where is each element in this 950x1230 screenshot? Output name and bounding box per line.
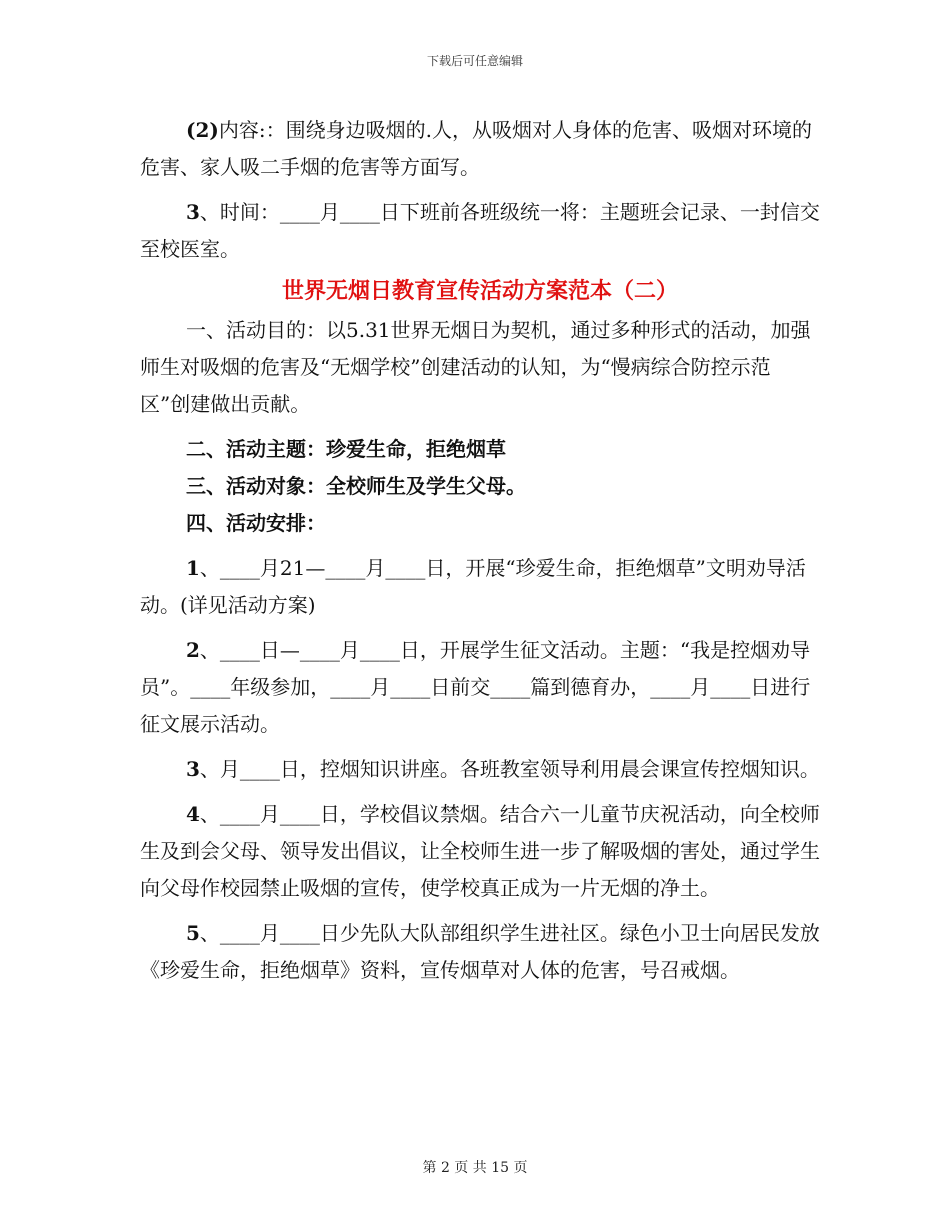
paragraph-target: 三、活动对象：全校师生及学生父母。: [186, 474, 526, 498]
item-number: 1: [186, 556, 200, 580]
page-footer: 第 2 页 共 15 页: [422, 1160, 528, 1176]
list-item-text: 、____月____日，学校倡议禁烟。结合六一儿童节庆祝活动，向全校师生及到会父母、领导发出倡议，让全校师生进一步了解吸烟的害处，通过学生向父母作校园禁止吸烟的宣传，使学校真正成为一片无烟的净土。: [140, 802, 820, 900]
list-item-text: 、____日—____月____日，开展学生征文活动。主题：“我是控烟劝导员”。____年级参加，____月____日前交____篇到德育办，____月____日进行征文展示活动。: [140, 638, 811, 736]
section-title: 世界无烟日教育宣传活动方案范本（二）: [281, 278, 678, 304]
paragraph-content: [140, 112, 820, 186]
item-number: 2: [186, 638, 200, 662]
list-item: [140, 751, 820, 788]
paragraph-theme: 二、活动主题：珍爱生命，拒绝烟草: [186, 437, 506, 461]
item-number: (2): [186, 118, 219, 142]
list-item: [140, 632, 820, 743]
item-number: 3: [186, 757, 200, 781]
paragraph-time: [140, 194, 820, 268]
list-item-text: 、____月21—____月____日，开展“珍爱生命，拒绝烟草”文明劝导活动。(详见活动方案): [140, 556, 806, 617]
paragraph-text: 内容:：围绕身边吸烟的.人，从吸烟对人身体的危害、吸烟对环境的危害、家人吸二手烟的危害等方面写。: [140, 118, 812, 179]
item-number: 3: [186, 200, 200, 224]
list-item: [140, 550, 820, 624]
item-number: 4: [186, 802, 200, 826]
paragraph-goal: 一、活动目的：以5.31世界无烟日为契机，通过多种形式的活动，加强师生对吸烟的危害及“无烟学校”创建活动的认知，为“慢病综合防控示范区”创建做出贡献。: [140, 318, 811, 416]
list-item: [140, 915, 820, 989]
paragraph-text: 、时间：____月____日下班前各班级统一将：主题班会记录、一封信交至校医室。: [140, 200, 820, 261]
header-note: 下载后可任意编辑: [426, 54, 523, 68]
list-item: [140, 796, 820, 907]
list-item-text: 、____月____日少先队大队部组织学生进社区。绿色小卫士向居民发放《珍爱生命，拒绝烟草》资料，宣传烟草对人体的危害，号召戒烟。: [140, 921, 820, 982]
list-item-text: 、月____日，控烟知识讲座。各班教室领导利用晨会课宣传控烟知识。: [199, 757, 820, 781]
paragraph-arrange-title: 四、活动安排：: [186, 511, 326, 535]
item-number: 5: [186, 921, 200, 945]
document-body: [140, 112, 820, 989]
